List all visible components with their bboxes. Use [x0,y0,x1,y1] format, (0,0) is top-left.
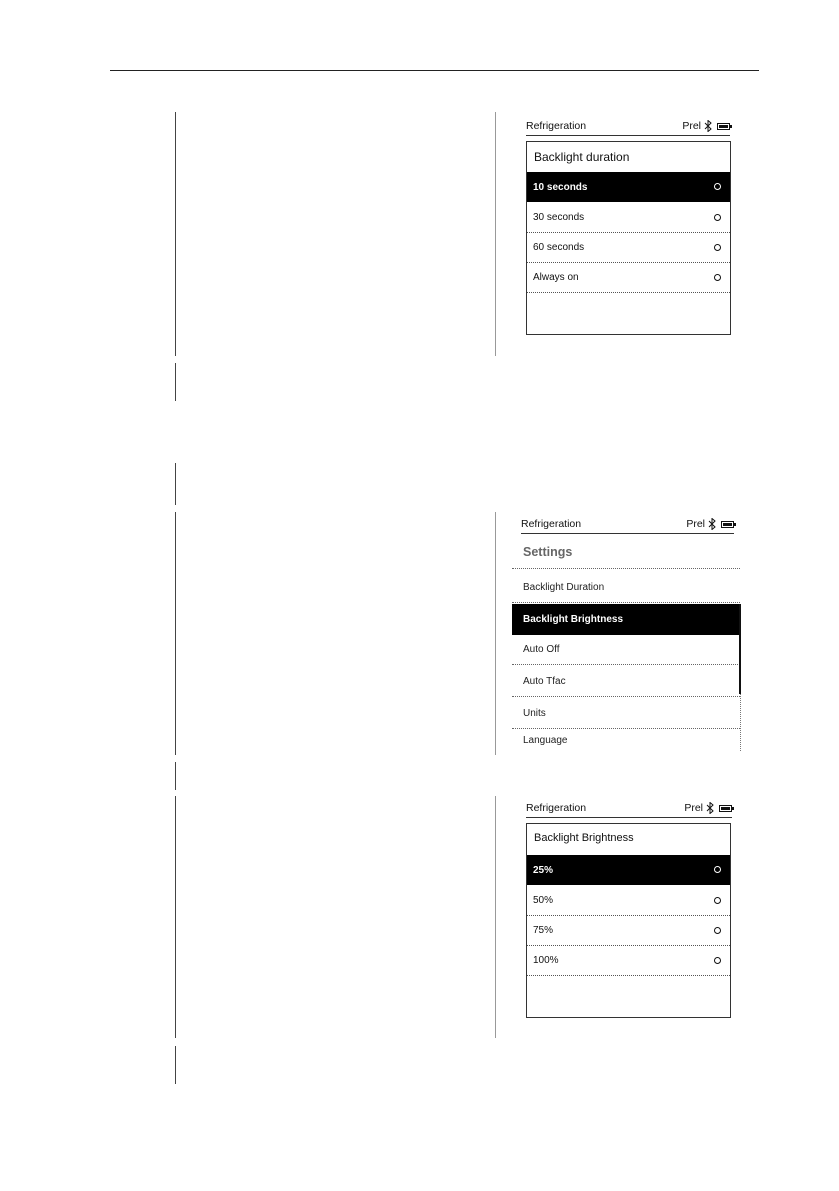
app-name: Refrigeration [521,518,582,530]
radio-button-icon [714,274,721,281]
radio-button-icon [714,214,721,221]
battery-icon [719,805,732,812]
status-bar [526,803,732,818]
panel-title: Backlight Brightness [534,832,634,844]
step-bar [175,363,176,401]
option-label: 60 seconds [533,242,585,253]
menu-item-units[interactable] [512,698,740,729]
option-label: Always on [533,272,579,283]
bluetooth-icon [706,802,714,814]
step-bar [175,112,176,356]
menu-item-backlight-duration[interactable] [512,572,740,603]
option-60-seconds[interactable] [527,233,730,263]
menu-item-label: Backlight Duration [523,581,605,593]
battery-icon [717,123,730,130]
step-bar [175,1046,176,1084]
radio-button-icon [714,897,721,904]
option-label: 25% [533,864,554,876]
status-text: Prel [682,120,701,132]
option-25-percent[interactable] [527,855,730,885]
column-divider [495,796,496,1038]
panel-title: Backlight duration [534,150,630,164]
option-label: 10 seconds [533,181,588,193]
radio-button-icon [714,866,721,873]
option-label: 75% [533,925,554,936]
option-30-seconds[interactable] [527,203,730,233]
status-text: Prel [684,802,703,814]
app-name: Refrigeration [526,120,587,132]
settings-title: Settings [523,545,573,559]
option-always-on[interactable] [527,263,730,293]
option-75-percent[interactable] [527,916,730,946]
step-bar [175,463,176,505]
app-name: Refrigeration [526,802,587,814]
menu-item-label: Auto Tfac [523,675,566,687]
radio-button-icon [714,183,721,190]
option-100-percent[interactable] [527,946,730,976]
header-rule [110,70,759,71]
menu-item-label: Auto Off [523,643,560,655]
column-divider [495,112,496,356]
battery-icon [721,521,734,528]
status-text: Prel [686,518,705,530]
backlight-duration-panel [526,141,731,335]
step-bar [175,512,176,755]
status-bar [526,121,730,136]
step-bar [175,796,176,1038]
menu-item-backlight-brightness[interactable] [512,604,740,635]
step-bar [175,762,176,790]
menu-item-language[interactable] [512,729,740,751]
bluetooth-icon [704,120,712,132]
option-label: 30 seconds [533,212,585,223]
option-50-percent[interactable] [527,886,730,916]
menu-item-auto-tfac[interactable] [512,666,740,697]
backlight-brightness-panel [526,823,731,1018]
scrollbar-thumb[interactable] [739,604,741,694]
radio-button-icon [714,957,721,964]
column-divider [495,512,496,755]
menu-item-label: Language [523,734,568,746]
radio-button-icon [714,927,721,934]
menu-item-label: Units [523,707,546,719]
option-label: 50% [533,895,554,906]
menu-item-label: Backlight Brightness [523,614,624,625]
option-label: 100% [533,955,559,966]
menu-item-auto-off[interactable] [512,634,740,665]
status-bar [521,519,734,534]
radio-button-icon [714,244,721,251]
option-10-seconds[interactable] [527,172,730,202]
bluetooth-icon [708,518,716,530]
